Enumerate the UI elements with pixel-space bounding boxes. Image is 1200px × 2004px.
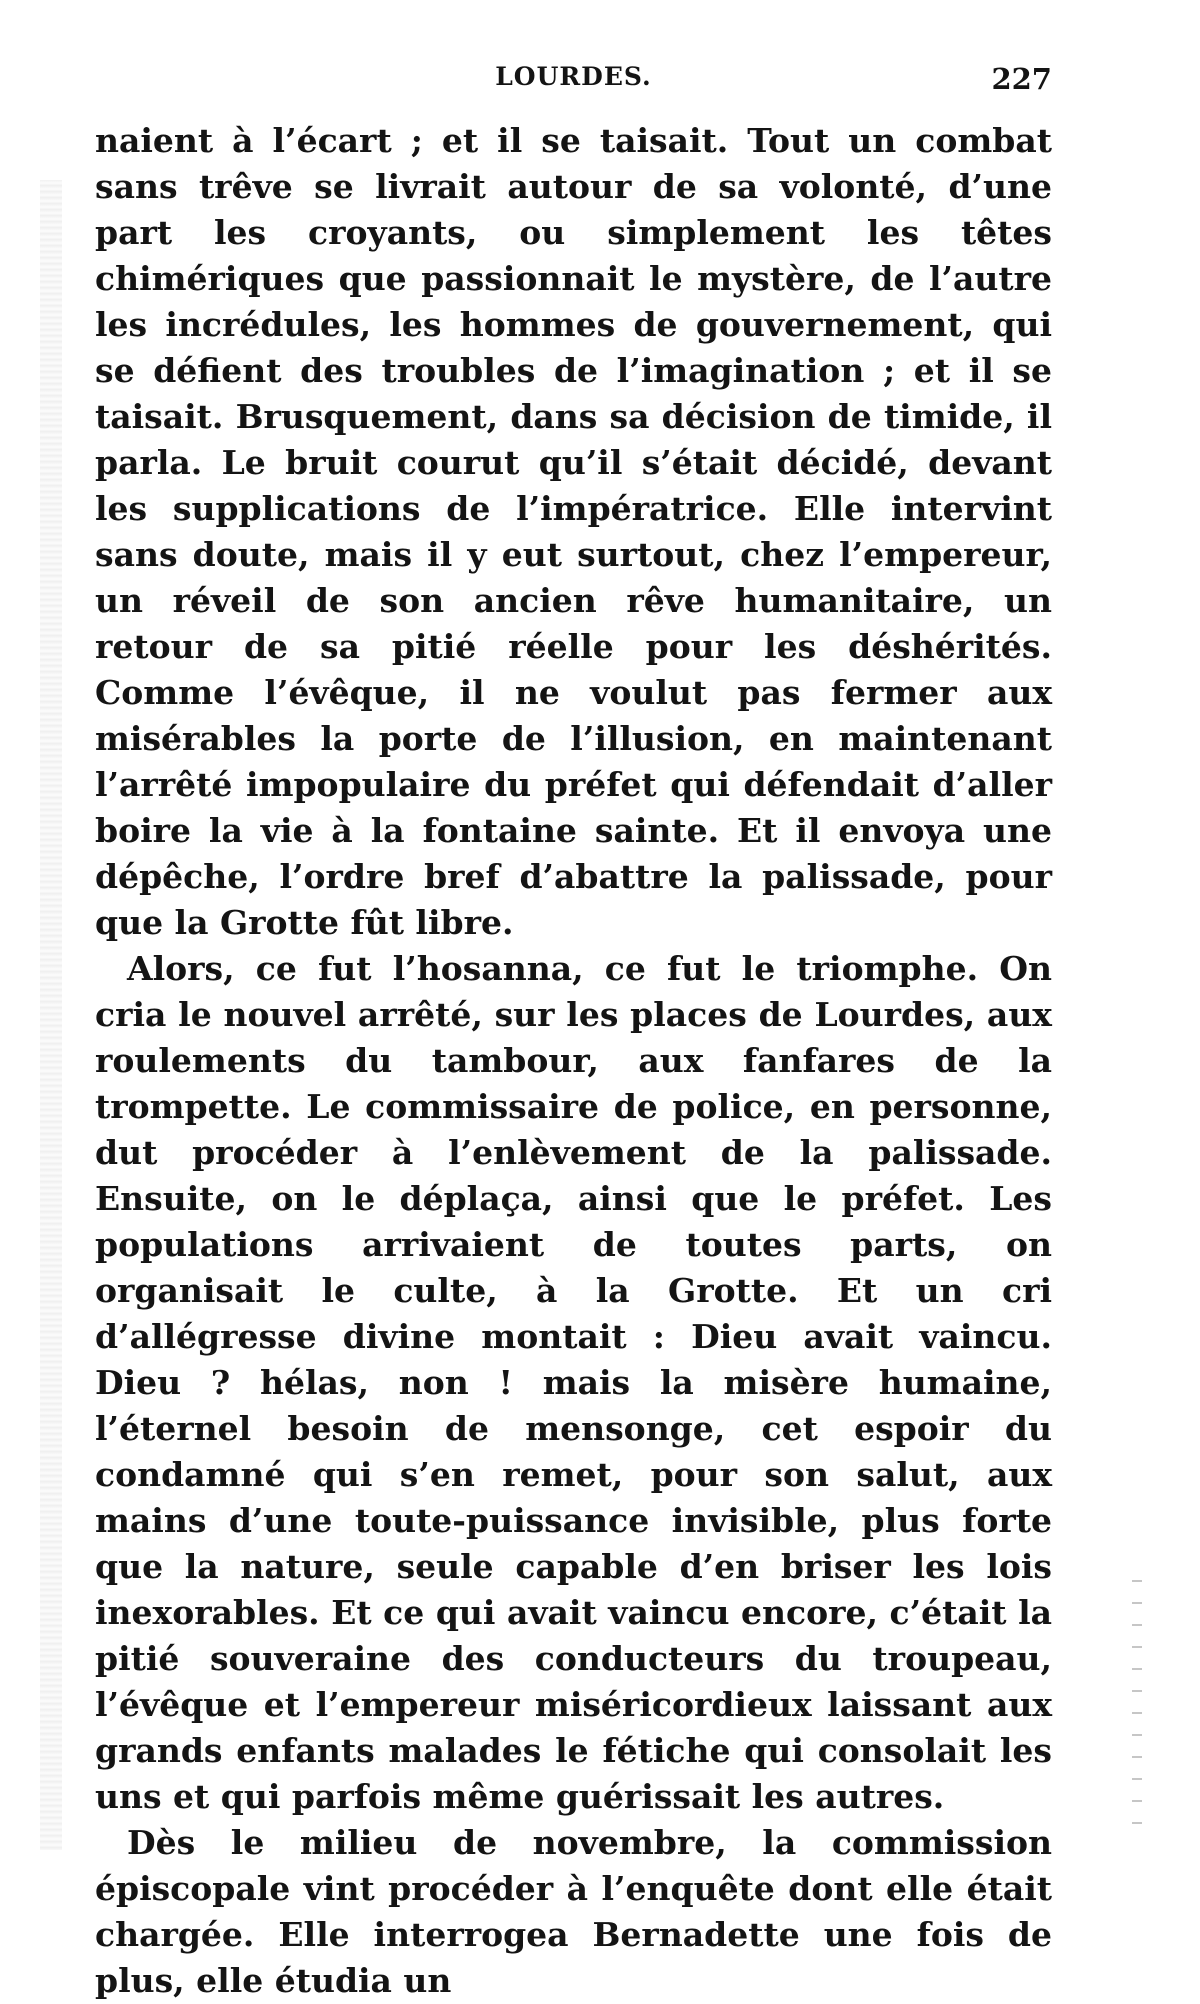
page-header (95, 62, 1052, 102)
page-number: 227 (991, 62, 1052, 96)
paragraph-2: Alors, ce fut l’hosanna, ce fut le triomphe. On cria le nouvel arrêté, sur les places de Lourdes, aux roulements du tambour, aux fanfares de la trompette. Le commissaire de police, en personne, dut procéder à l’enlèvement de la palissade. Ensuite, on le déplaça, ainsi que le préfet. Les populations arrivaient de toutes parts, on organisait le culte, à la Grotte. Et un cri d’allégresse divine montait : Dieu avait vaincu. Dieu ? hélas, non ! mais la misère humaine, l’éternel besoin de mensonge, cet espoir du condamné qui s’en remet, pour son salut, aux mains d’une toute-puissance invisible, plus forte que la nature, seule capable d’en briser les lois inexorables. Et ce qui avait vaincu encore, c’était la pitié souveraine des conducteurs du troupeau, l’évêque et l’empereur miséricordieux laissant aux grands enfants malades le fétiche qui consolait les uns et qui parfois même guérissait les autres. (95, 949, 1052, 1816)
paragraph-1: naient à l’écart ; et il se taisait. Tout un combat sans trêve se livrait autour de sa volonté, d’une part les croyants, ou simplement les têtes chimériques que passionnait le mystère, de l’autre les incrédules, les hommes de gouvernement, qui se défient des troubles de l’imagination ; et il se taisait. Brusquement, dans sa décision de timide, il parla. Le bruit courut qu’il s’était décidé, devant les supplications de l’impératrice. Elle intervint sans doute, mais il y eut surtout, chez l’empereur, un réveil de son ancien rêve humanitaire, un retour de sa pitié réelle pour les déshérités. Comme l’évêque, il ne voulut pas fermer aux misérables la porte de l’illusion, en maintenant l’arrêté impopulaire du préfet qui défendait d’aller boire la vie à la fontaine sainte. Et il envoya une dépêche, l’ordre bref d’abattre la palissade, pour que la Grotte fût libre. (95, 121, 1052, 942)
page-edge-marks (1132, 1580, 1142, 1840)
paragraph-3: Dès le milieu de novembre, la commission épiscopale vint procéder à l’enquête dont elle était chargée. Elle interrogea Bernadette une fois de plus, elle étudia un (95, 1823, 1052, 2000)
binding-gutter-shadow (40, 180, 62, 1850)
running-title: LOURDES. (495, 62, 652, 91)
body-text (95, 118, 1052, 2004)
